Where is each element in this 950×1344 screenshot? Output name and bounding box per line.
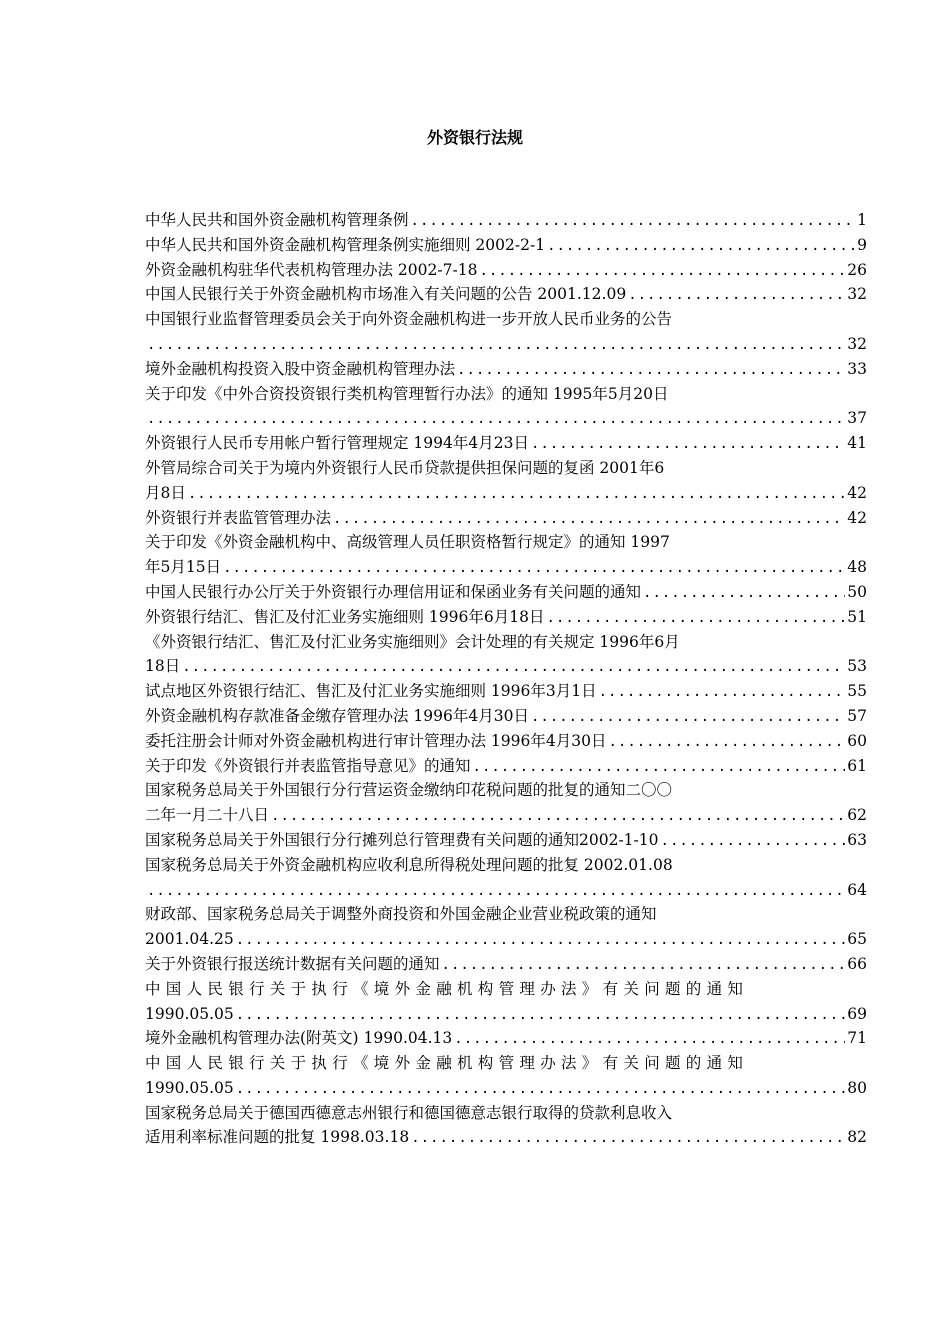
toc-entry-text: 1990.05.05 [145,1004,234,1023]
dot-leader [411,1126,845,1150]
toc-page-number: 64 [847,880,867,899]
toc-entry-text: 外资银行结汇、售汇及付汇业务实施细则 1996年6月18日 [145,607,545,626]
toc-page-number: 69 [847,1004,867,1023]
toc-entry-text: 境外金融机构投资入股中资金融机构管理办法 [145,359,456,378]
toc-entry[interactable] [145,754,867,779]
dot-leader [608,730,845,754]
toc-entry[interactable] [145,506,867,531]
toc-entry-text: 境外金融机构管理办法(附英文) 1990.04.13 [145,1029,453,1048]
dot-leader [271,804,845,828]
toc-entry-text: 中国人民银行关于执行《境外金融机构管理办法》有关问题的通知 [145,979,749,998]
toc-entry[interactable] [145,828,867,853]
dot-leader [547,234,855,258]
toc-page-number: 33 [847,359,867,378]
toc-entry[interactable] [145,778,867,828]
toc-entry-text: 外资银行并表监管管理办法 [145,508,332,527]
dot-leader [454,1027,845,1051]
dot-leader [147,333,845,357]
toc-entry-text: 二年一月二十八日 [145,806,270,825]
toc-entry[interactable] [145,729,867,754]
toc-page-number: 60 [847,731,867,750]
toc-page-number: 61 [847,756,867,775]
toc-entry[interactable] [145,431,867,456]
dot-leader [643,581,845,605]
toc-entry[interactable] [145,208,867,233]
toc-entry[interactable] [145,357,867,382]
toc-entry-text: 中国人民银行办公厅关于外资银行办理信用证和保函业务有关问题的通知 [145,582,642,601]
toc-page-number: 57 [847,706,867,725]
toc-entry[interactable] [145,307,867,357]
toc-entry-text: 中华人民共和国外资金融机构管理条例 [145,211,409,229]
dot-leader [236,1077,846,1101]
toc-entry-text: 外资金融机构驻华代表机构管理办法 2002-7-18 [145,260,478,279]
toc-entry-text: 国家税务总局关于外国银行分行营运资金缴纳印花税问题的批复的通知二〇〇 [145,781,673,800]
toc-entry[interactable] [145,853,867,903]
toc-entry-text: 中国人民银行关于外资金融机构市场准入有关问题的公告 2001.12.09 [145,285,627,304]
toc-entry-text: 关于外资银行报送统计数据有关问题的通知 [145,954,440,973]
toc-entry[interactable] [145,902,867,952]
toc-entry[interactable] [145,704,867,729]
toc-entry[interactable] [145,1026,867,1051]
toc-entry-text: 适用利率标准问题的批复 1998.03.18 [145,1128,410,1147]
toc-page-number: 1 [857,211,867,229]
toc-entry[interactable] [145,630,867,680]
toc-page-number: 71 [847,1029,867,1048]
toc-entry-text: 关于印发《中外合资投资银行类机构管理暂行办法》的通知 1995年5月20日 [145,384,669,403]
toc-page-number: 26 [847,260,867,279]
toc-entry[interactable] [145,1051,867,1101]
toc-page-number: 53 [847,657,867,676]
toc-page-number: 42 [847,508,867,527]
toc-entry-text: 关于印发《外资金融机构中、高级管理人员任职资格暂行规定》的通知 1997 [145,533,670,552]
toc-entry[interactable] [145,977,867,1027]
dot-leader [182,655,845,679]
dot-leader [442,953,846,977]
dot-leader [236,928,846,952]
toc-entry-text: 18日 [145,657,181,676]
toc-entry-text: 年5月15日 [145,558,222,577]
toc-entry-text: 委托注册会计师对外资金融机构进行审计管理办法 1996年4月30日 [145,731,607,750]
toc-entry-text: 国家税务总局关于德国西德意志州银行和德国德意志银行取得的贷款利息收入 [145,1103,673,1122]
toc-entry-text: 月8日 [145,483,186,502]
toc-entry-text: 外管局综合司关于为境内外资银行人民币贷款提供担保问题的复函 2001年6 [145,458,665,477]
toc-entry-text: 2001.04.25 [145,930,234,949]
toc-entry-text: 试点地区外资银行结汇、售汇及付汇业务实施细则 1996年3月1日 [145,682,597,701]
toc-entry[interactable] [145,456,867,506]
toc-page-number: 50 [847,582,867,601]
dot-leader [147,407,845,431]
dot-leader [599,680,846,704]
dot-leader [188,482,845,506]
toc-entry-text: 关于印发《外资银行并表监管指导意见》的通知 [145,756,471,775]
toc-page-number: 51 [847,607,867,626]
dot-leader [479,259,845,283]
toc-entry[interactable] [145,382,867,432]
toc-entry-text: 国家税务总局关于外国银行分行摊列总行管理费有关问题的通知2002-1-10 [145,830,659,849]
toc-entry[interactable] [145,605,867,630]
document-title: 外资银行法规 [426,128,523,147]
toc-entry-text: 中国银行业监督管理委员会关于向外资金融机构进一步开放人民币业务的公告 [145,310,673,329]
toc-entry[interactable] [145,1101,867,1151]
dot-leader [457,358,845,382]
toc-page-number: 62 [847,806,867,825]
toc-entry-text: 外资银行人民币专用帐户暂行管理规定 1994年4月23日 [145,434,529,453]
table-of-contents [145,208,867,1150]
toc-entry-text: 中国人民银行关于执行《境外金融机构管理办法》有关问题的通知 [145,1054,749,1073]
toc-entry-text: 《外资银行结汇、售汇及付汇业务实施细则》会计处理的有关规定 1996年6月 [145,632,680,651]
dot-leader [661,829,846,853]
toc-entry-text: 中华人民共和国外资金融机构管理条例实施细则 2002-2-1 [145,235,546,254]
toc-page-number: 63 [847,830,867,849]
toc-page-number: 66 [847,954,867,973]
dot-leader [333,507,845,531]
dot-leader [411,209,856,233]
toc-page-number: 42 [847,483,867,502]
dot-leader [628,283,845,307]
toc-page-number: 55 [847,682,867,701]
toc-page-number: 41 [847,434,867,453]
dot-leader [531,705,845,729]
toc-entry-text: 财政部、国家税务总局关于调整外商投资和外国金融企业营业税政策的通知 [145,905,657,924]
dot-leader [223,556,845,580]
toc-entry[interactable] [145,233,867,258]
toc-entry-text: 外资金融机构存款准备金缴存管理办法 1996年4月30日 [145,706,529,725]
toc-entry[interactable] [145,258,867,283]
toc-page-number: 82 [847,1128,867,1147]
dot-leader [473,755,846,779]
toc-page-number: 65 [847,930,867,949]
dot-leader [147,879,845,903]
toc-entry[interactable] [145,952,867,977]
dot-leader [236,1003,846,1027]
toc-entry[interactable] [145,580,867,605]
toc-page-number: 9 [857,235,867,254]
toc-entry[interactable] [145,679,867,704]
dot-leader [531,432,845,456]
toc-page-number: 32 [847,285,867,304]
toc-page-number: 37 [847,409,867,428]
toc-entry-text: 国家税务总局关于外资金融机构应收利息所得税处理问题的批复 2002.01.08 [145,855,673,874]
toc-entry[interactable] [145,530,867,580]
toc-entry[interactable] [145,282,867,307]
toc-entry-text: 1990.05.05 [145,1078,234,1097]
toc-page-number: 32 [847,334,867,353]
dot-leader [546,606,845,630]
toc-page-number: 48 [847,558,867,577]
toc-page-number: 80 [847,1078,867,1097]
